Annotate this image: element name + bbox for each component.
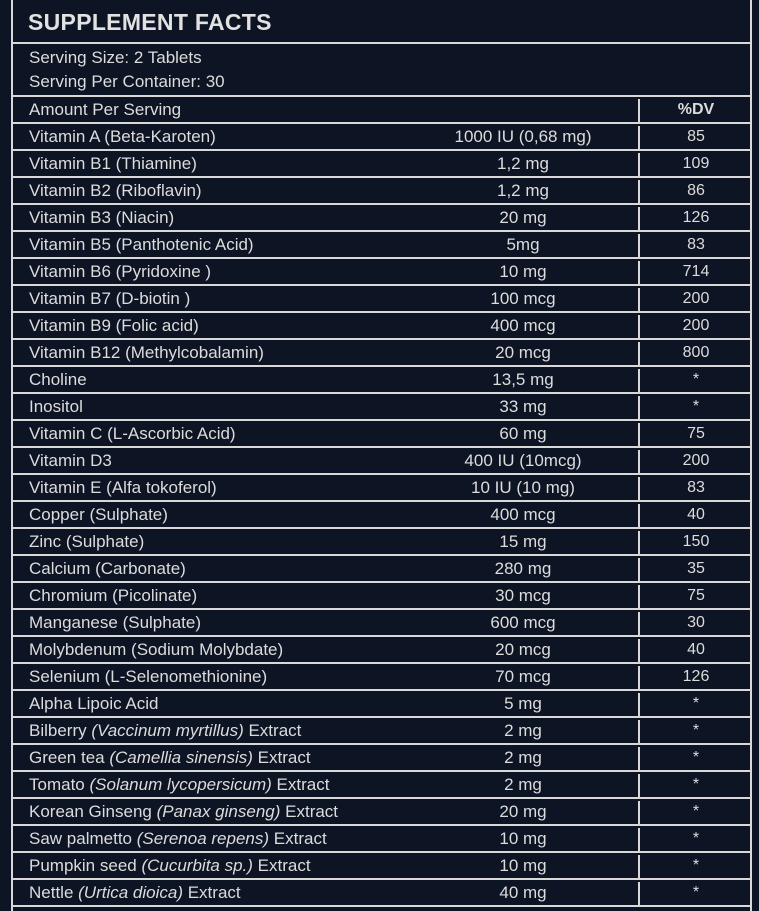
nutrient-amount: 10 IU (10 mg) bbox=[471, 478, 575, 497]
nutrient-dv: * bbox=[638, 828, 752, 851]
table-row bbox=[13, 259, 750, 286]
table-row bbox=[13, 178, 750, 205]
nutrient-amount: 1,2 mg bbox=[497, 181, 549, 200]
table-row bbox=[13, 502, 750, 529]
nutrient-name-latin: (Serenoa repens) bbox=[136, 829, 270, 848]
nutrient-dv: * bbox=[638, 396, 752, 419]
nutrient-dv: 714 bbox=[638, 261, 752, 284]
nutrient-name-plain: Bilberry bbox=[29, 721, 92, 740]
title-bar bbox=[13, 0, 750, 44]
nutrient-name bbox=[29, 748, 311, 768]
table-row bbox=[13, 610, 750, 637]
nutrient-name-plain: Pumpkin seed bbox=[29, 856, 142, 875]
nutrient-name-latin: (Cucurbita sp.) bbox=[141, 856, 253, 875]
nutrient-amount: 70 mcg bbox=[495, 667, 551, 686]
nutrient-dv: 35 bbox=[638, 558, 752, 581]
table-row bbox=[13, 313, 750, 340]
table-row bbox=[13, 637, 750, 664]
nutrient-amount: 1000 IU (0,68 mg) bbox=[454, 127, 592, 146]
nutrient-name bbox=[29, 856, 311, 876]
table-row bbox=[13, 880, 750, 907]
nutrient-amount: 10 mg bbox=[499, 856, 547, 875]
nutrient-name: Vitamin A (Beta-Karoten) bbox=[29, 127, 216, 146]
table-row bbox=[13, 205, 750, 232]
nutrient-amount: 15 mg bbox=[499, 532, 547, 551]
table-row bbox=[13, 475, 750, 502]
nutrient-name: Choline bbox=[29, 370, 87, 389]
nutrient-amount: 13,5 mg bbox=[492, 370, 554, 389]
nutrient-dv: 800 bbox=[638, 342, 752, 365]
nutrient-name-plain: Saw palmetto bbox=[29, 829, 137, 848]
nutrient-amount: 2 mg bbox=[504, 721, 542, 740]
table-row bbox=[13, 529, 750, 556]
nutrient-dv: 40 bbox=[638, 504, 752, 527]
table-row bbox=[13, 826, 750, 853]
table-row bbox=[13, 691, 750, 718]
nutrient-dv: * bbox=[638, 774, 752, 797]
nutrient-name bbox=[29, 721, 301, 741]
nutrient-dv: 126 bbox=[638, 207, 752, 230]
table-row bbox=[13, 448, 750, 475]
nutrient-name-latin: (Vaccinum myrtillus) bbox=[91, 721, 244, 740]
nutrient-amount: 20 mg bbox=[499, 208, 547, 227]
nutrient-name-latin: (Camellia sinensis) bbox=[109, 748, 253, 767]
nutrient-amount: 600 mcg bbox=[490, 613, 556, 632]
nutrient-dv: * bbox=[638, 693, 752, 716]
nutrient-name-plain: Korean Ginseng bbox=[29, 802, 157, 821]
nutrient-amount: 20 mcg bbox=[495, 343, 551, 362]
nutrient-name: Manganese (Sulphate) bbox=[29, 613, 202, 632]
nutrient-name-suffix: Extract bbox=[243, 721, 302, 740]
nutrient-name: Chromium (Picolinate) bbox=[29, 586, 198, 605]
nutrient-name: Alpha Lipoic Acid bbox=[29, 694, 159, 713]
nutrient-name-latin: (Solanum lycopersicum) bbox=[89, 775, 272, 794]
nutrient-name: Molybdenum (Sodium Molybdate) bbox=[29, 640, 284, 659]
nutrient-name: Zinc (Sulphate) bbox=[29, 532, 145, 551]
table-row bbox=[13, 124, 750, 151]
nutrient-dv: * bbox=[638, 855, 752, 878]
table-row bbox=[13, 421, 750, 448]
nutrient-name: Vitamin B6 (Pyridoxine ) bbox=[29, 262, 212, 281]
nutrient-name-plain: Tomato bbox=[29, 775, 90, 794]
nutrient-dv: * bbox=[638, 720, 752, 743]
nutrient-name: Inositol bbox=[29, 397, 83, 416]
nutrient-dv: 126 bbox=[638, 666, 752, 689]
nutrient-name-latin: (Urtica dioica) bbox=[78, 883, 183, 902]
nutrient-amount: 400 mcg bbox=[490, 316, 556, 335]
nutrient-name: Vitamin B2 (Riboflavin) bbox=[29, 181, 202, 200]
nutrient-dv: 200 bbox=[638, 450, 752, 473]
nutrient-dv: * bbox=[638, 369, 752, 392]
nutrient-dv: 86 bbox=[638, 180, 752, 203]
nutrient-dv: 75 bbox=[638, 423, 752, 446]
nutrient-dv: 30 bbox=[638, 612, 752, 635]
nutrient-dv: 75 bbox=[638, 585, 752, 608]
nutrient-name: Vitamin D3 bbox=[29, 451, 112, 470]
table-row bbox=[13, 340, 750, 367]
table-row bbox=[13, 718, 750, 745]
nutrient-name bbox=[29, 775, 329, 795]
table-row bbox=[13, 745, 750, 772]
supplement-facts-panel bbox=[11, 0, 752, 911]
nutrient-amount: 400 mcg bbox=[490, 505, 556, 524]
nutrient-dv: 83 bbox=[638, 234, 752, 257]
nutrient-dv: 200 bbox=[638, 288, 752, 311]
nutrient-name: Vitamin B3 (Niacin) bbox=[29, 208, 175, 227]
nutrient-name: Vitamin B5 (Panthotenic Acid) bbox=[29, 235, 254, 254]
table-row bbox=[13, 556, 750, 583]
table-row bbox=[13, 286, 750, 313]
nutrient-name: Vitamin B12 (Methylcobalamin) bbox=[29, 343, 264, 362]
nutrient-name-suffix: Extract bbox=[269, 829, 327, 848]
nutrient-name: Vitamin B9 (Folic acid) bbox=[29, 316, 199, 335]
nutrient-name-plain: Green tea bbox=[29, 748, 110, 767]
table-row bbox=[13, 853, 750, 880]
nutrient-amount: 40 mg bbox=[499, 883, 547, 902]
nutrient-dv: 83 bbox=[638, 477, 752, 500]
nutrient-name bbox=[29, 802, 338, 822]
nutrient-name: Vitamin E (Alfa tokoferol) bbox=[29, 478, 217, 497]
nutrient-table bbox=[13, 97, 750, 907]
nutrient-name: Vitamin B7 (D-biotin ) bbox=[29, 289, 191, 308]
table-row bbox=[13, 772, 750, 799]
nutrient-dv: 200 bbox=[638, 315, 752, 338]
nutrient-name-suffix: Extract bbox=[183, 883, 241, 902]
nutrient-dv: * bbox=[638, 882, 752, 905]
nutrient-name: Calcium (Carbonate) bbox=[29, 559, 186, 578]
nutrient-dv: 109 bbox=[638, 153, 752, 176]
serving-info bbox=[13, 44, 750, 97]
nutrient-amount: 2 mg bbox=[504, 775, 542, 794]
nutrient-amount: 400 IU (10mcg) bbox=[464, 451, 582, 470]
table-header-row bbox=[13, 97, 750, 124]
table-row bbox=[13, 394, 750, 421]
serving-size: Serving Size: 2 Tablets bbox=[29, 48, 202, 67]
table-row bbox=[13, 583, 750, 610]
nutrient-amount: 33 mg bbox=[499, 397, 547, 416]
nutrient-amount: 2 mg bbox=[504, 748, 542, 767]
nutrient-amount: 10 mg bbox=[499, 262, 547, 281]
nutrient-name: Copper (Sulphate) bbox=[29, 505, 168, 524]
table-row bbox=[13, 367, 750, 394]
nutrient-name: Vitamin C (L-Ascorbic Acid) bbox=[29, 424, 236, 443]
nutrient-name-latin: (Panax ginseng) bbox=[156, 802, 281, 821]
nutrient-dv: 85 bbox=[638, 126, 752, 149]
nutrient-amount: 5mg bbox=[506, 235, 540, 254]
table-row bbox=[13, 664, 750, 691]
amount-per-serving-header: Amount Per Serving bbox=[29, 100, 182, 119]
page-title: SUPPLEMENT FACTS bbox=[28, 9, 272, 35]
servings-per-container: Serving Per Container: 30 bbox=[29, 72, 225, 91]
nutrient-amount: 30 mcg bbox=[495, 586, 551, 605]
nutrient-name bbox=[29, 883, 241, 903]
nutrient-name: Selenium (L-Selenomethionine) bbox=[29, 667, 268, 686]
nutrient-name: Vitamin B1 (Thiamine) bbox=[29, 154, 197, 173]
nutrient-name-suffix: Extract bbox=[252, 748, 311, 767]
nutrient-dv: 40 bbox=[638, 639, 752, 662]
table-row bbox=[13, 232, 750, 259]
nutrient-name-suffix: Extract bbox=[280, 802, 339, 821]
nutrient-name-plain: Nettle bbox=[29, 883, 79, 902]
nutrient-amount: 20 mcg bbox=[495, 640, 551, 659]
nutrient-amount: 10 mg bbox=[499, 829, 547, 848]
nutrient-name-suffix: Extract bbox=[271, 775, 330, 794]
nutrient-amount: 100 mcg bbox=[490, 289, 556, 308]
nutrient-amount: 1,2 mg bbox=[497, 154, 549, 173]
nutrient-amount: 280 mg bbox=[494, 559, 552, 578]
nutrient-dv: * bbox=[638, 747, 752, 770]
nutrient-amount: 20 mg bbox=[499, 802, 547, 821]
nutrient-name-suffix: Extract bbox=[252, 856, 311, 875]
nutrient-dv: 150 bbox=[638, 531, 752, 554]
table-row bbox=[13, 799, 750, 826]
table-row bbox=[13, 151, 750, 178]
nutrient-name bbox=[29, 829, 327, 849]
nutrient-amount: 60 mg bbox=[499, 424, 547, 443]
nutrient-dv: * bbox=[638, 801, 752, 824]
dv-header: %DV bbox=[638, 99, 752, 122]
nutrient-amount: 5 mg bbox=[504, 694, 542, 713]
